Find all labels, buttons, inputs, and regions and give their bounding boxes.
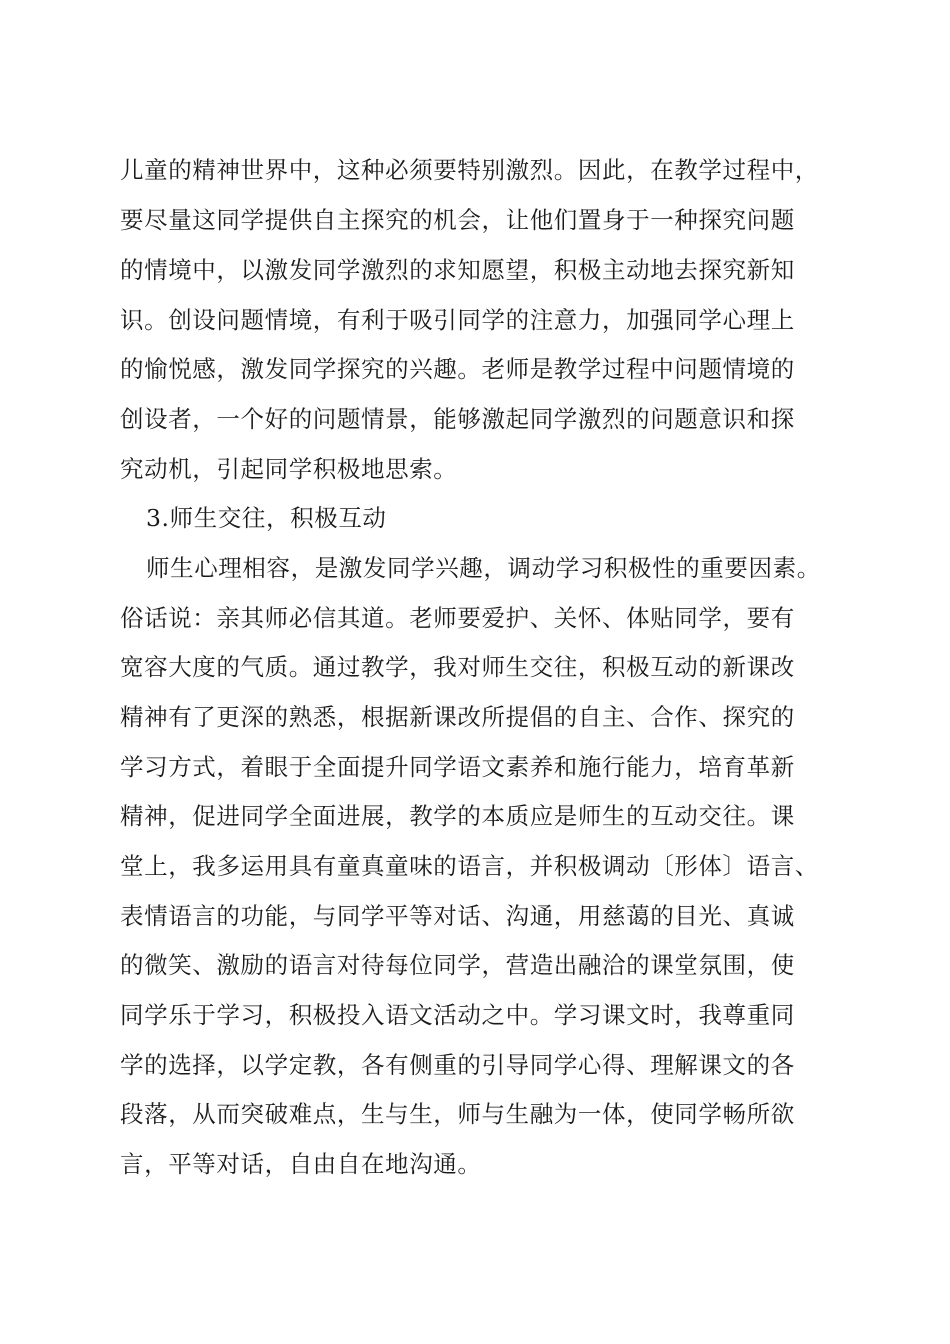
paragraph-line: 要尽量这同学提供自主探究的机会，让他们置身于一种探究问题: [120, 206, 795, 234]
paragraph-line: 学习方式，着眼于全面提升同学语文素养和施行能力，培育革新: [120, 753, 795, 781]
paragraph-line: 的情境中，以激发同学激烈的求知愿望，积极主动地去探究新知: [120, 256, 795, 284]
paragraph-line: 学的选择，以学定教，各有侧重的引导同学心得、理解课文的各: [120, 1051, 795, 1079]
paragraph-line: 精神有了更深的熟悉，根据新课改所提倡的自主、合作、探究的: [120, 703, 795, 731]
paragraph-line: 的愉悦感，激发同学探究的兴趣。老师是教学过程中问题情境的: [120, 355, 795, 383]
paragraph-line: 究动机，引起同学积极地思索。: [120, 455, 458, 483]
paragraph-line: 创设者，一个好的问题情景，能够激起同学激烈的问题意识和探: [120, 405, 795, 433]
section-heading: 3.师生交往，积极互动: [146, 504, 387, 532]
paragraph-line: 同学乐于学习，积极投入语文活动之中。学习课文时，我尊重同: [120, 1001, 795, 1029]
paragraph-line: 言，平等对话，自由自在地沟通。: [120, 1150, 482, 1178]
paragraph-line: 儿童的精神世界中，这种必须要特别激烈。因此，在教学过程中，: [120, 156, 819, 184]
paragraph-line: 的微笑、激励的语言对待每位同学，营造出融洽的课堂氛围，使: [120, 951, 795, 979]
paragraph-line: 堂上，我多运用具有童真童味的语言，并积极调动〔形体〕语言、: [120, 852, 819, 880]
paragraph-line: 师生心理相容，是激发同学兴趣，调动学习积极性的重要因素。: [146, 554, 821, 582]
paragraph-line: 宽容大度的气质。通过教学，我对师生交往，积极互动的新课改: [120, 653, 795, 681]
paragraph-line: 识。创设问题情境，有利于吸引同学的注意力，加强同学心理上: [120, 306, 795, 334]
paragraph-line: 表情语言的功能，与同学平等对话、沟通，用慈蔼的目光、真诚: [120, 902, 795, 930]
paragraph-line: 精神，促进同学全面进展，教学的本质应是师生的互动交往。课: [120, 802, 795, 830]
paragraph-line: 俗话说：亲其师必信其道。老师要爱护、关怀、体贴同学，要有: [120, 604, 795, 632]
paragraph-line: 段落，从而突破难点，生与生，师与生融为一体，使同学畅所欲: [120, 1100, 795, 1128]
